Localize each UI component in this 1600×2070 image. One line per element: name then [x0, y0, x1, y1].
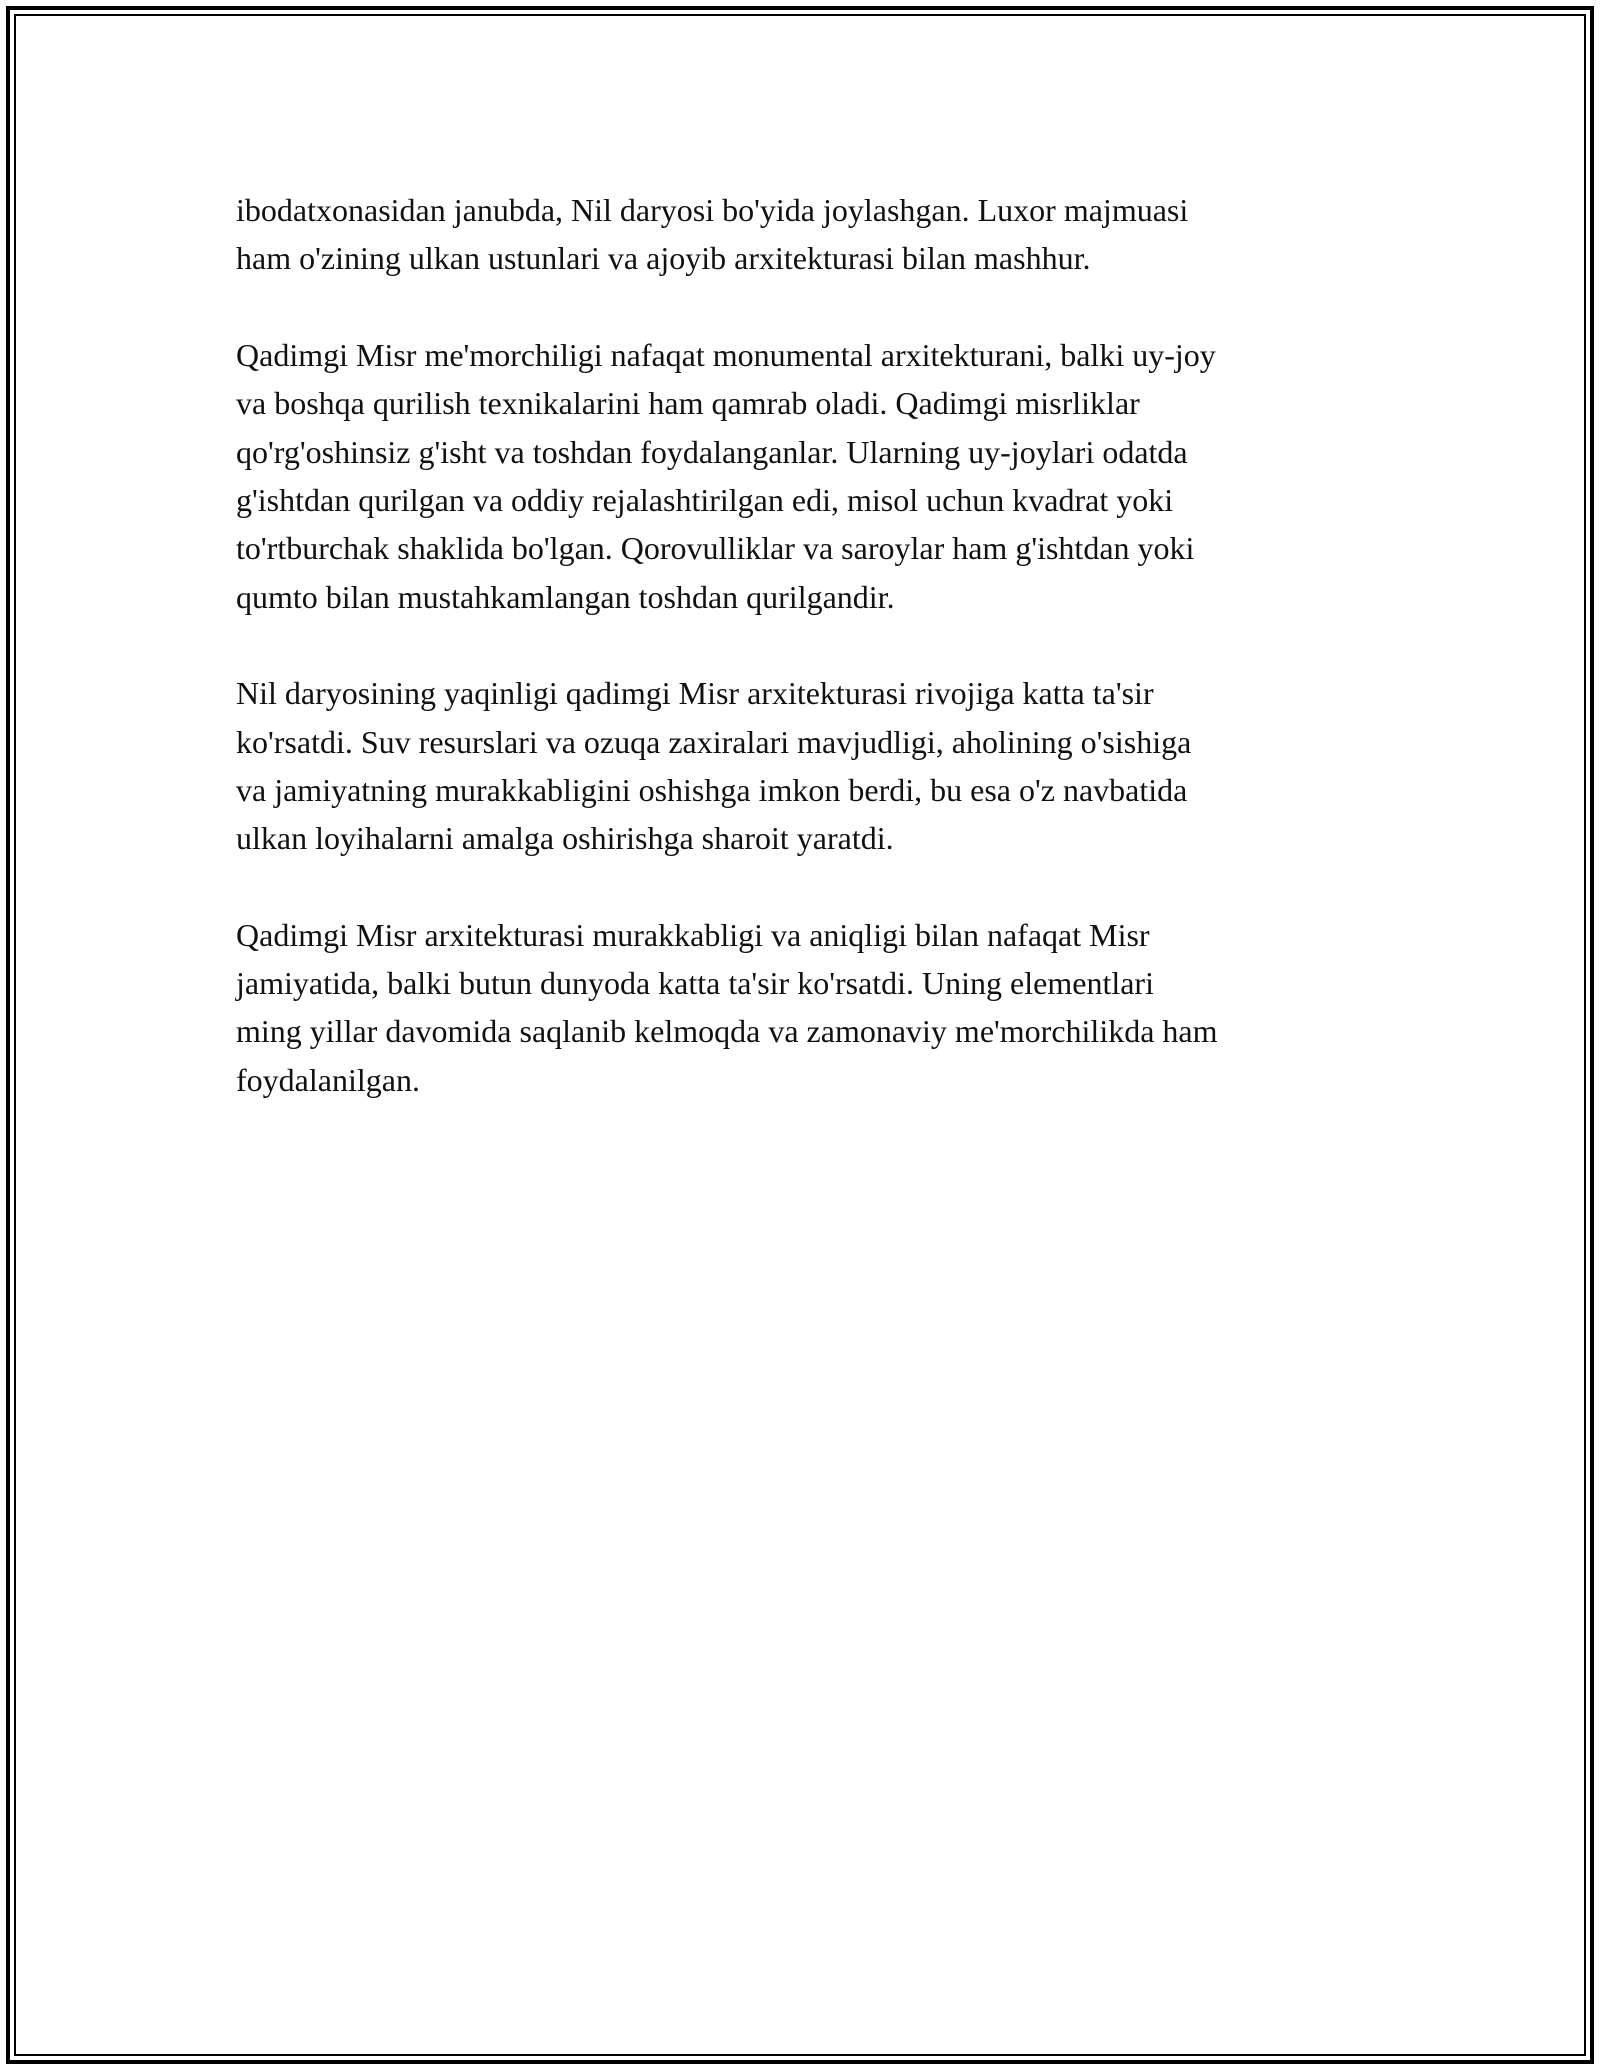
text-line: ko'rsatdi. Suv resurslari va ozuqa zaxiralari mavjudligi, aholining o'sishiga [236, 723, 1192, 760]
paragraph-3 [236, 669, 1366, 863]
text-line: Qadimgi Misr me'morchiligi nafaqat monumental arxitekturani, balki uy-joy [236, 336, 1216, 373]
text-line: ibodatxonasidan janubda, Nil daryosi bo'yida joylashgan. Luxor majmuasi [236, 192, 1189, 228]
text-line: Nil daryosining yaqinligi qadimgi Misr arxitekturasi rivojiga katta ta'sir [236, 675, 1154, 712]
text-line: va jamiyatning murakkabligini oshishga imkon berdi, bu esa o'z navbatida [236, 771, 1188, 808]
text-line: to'rtburchak shaklida bo'lgan. Qorovulliklar va saroylar ham g'ishtdan yoki [236, 530, 1195, 567]
document-body [236, 186, 1366, 1152]
text-line: va boshqa qurilish texnikalarini ham qamrab oladi. Qadimgi misrliklar [236, 385, 1140, 422]
text-line: g'ishtdan qurilgan va oddiy rejalashtirilgan edi, misol uchun kvadrat yoki [236, 481, 1174, 518]
paragraph-2 [236, 331, 1366, 621]
paragraph-4 [236, 911, 1366, 1105]
text-line: jamiyatida, balki butun dunyoda katta ta'sir ko'rsatdi. Uning elementlari [236, 965, 1154, 1002]
text-line: foydalanilgan. [236, 1061, 420, 1098]
text-line: ulkan loyihalarni amalga oshirishga sharoit yaratdi. [236, 820, 894, 857]
text-line: ham o'zining ulkan ustunlari va ajoyib arxitekturasi bilan mashhur. [236, 240, 1091, 277]
paragraph-1 [236, 186, 1366, 283]
text-line: ming yillar davomida saqlanib kelmoqda va zamonaviy me'morchilikda ham [236, 1013, 1218, 1050]
text-line: Qadimgi Misr arxitekturasi murakkabligi va aniqligi bilan nafaqat Misr [236, 916, 1150, 953]
text-line: qo'rg'oshinsiz g'isht va toshdan foydalanganlar. Ularning uy-joylari odatda [236, 433, 1188, 470]
text-line: qumto bilan mustahkamlangan toshdan qurilgandir. [236, 578, 895, 615]
